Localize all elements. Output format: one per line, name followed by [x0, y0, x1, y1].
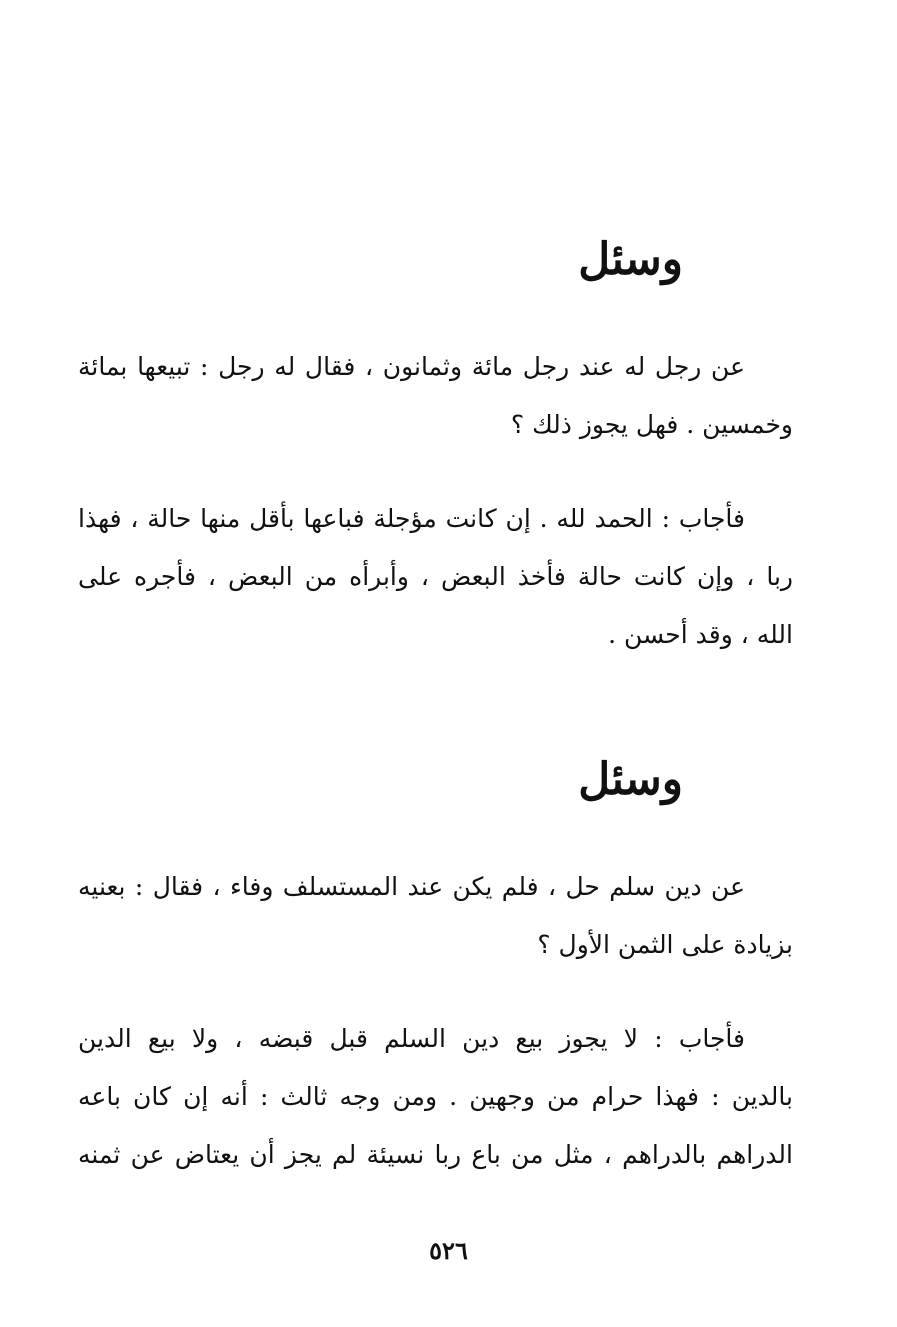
text-line: فأجاب : لا يجوز بيع دين السلم قبل قبضه ، ولا بيع الدين — [78, 1024, 745, 1053]
section-heading: وسئل — [578, 234, 683, 285]
page-number: ٥٢٦ — [429, 1236, 468, 1265]
question-paragraph — [78, 338, 793, 454]
text-line: وخمسين . فهل يجوز ذلك ؟ — [510, 410, 793, 439]
answer-paragraph — [78, 490, 793, 664]
text-line: عن دين سلم حل ، فلم يكن عند المستسلف وفاء ، فقال : بعنيه — [78, 872, 745, 901]
text-line: الله ، وقد أحسن . — [608, 620, 793, 649]
text-line: بالدين : فهذا حرام من وجهين . ومن وجه ثالث : أنه إن كان باعه — [78, 1082, 793, 1111]
text-line: الدراهم بالدراهم ، مثل من باع ربا نسيئة لم يجز أن يعتاض عن ثمنه — [78, 1140, 793, 1169]
text-line: عن رجل له عند رجل مائة وثمانون ، فقال له رجل : تبيعها بمائة — [78, 352, 745, 381]
question-paragraph — [78, 858, 793, 974]
answer-paragraph — [78, 1010, 793, 1184]
text-line: ربا ، وإن كانت حالة فأخذ البعض ، وأبرأه من البعض ، فأجره على — [78, 562, 793, 591]
text-line: بزيادة على الثمن الأول ؟ — [537, 930, 793, 959]
section-heading: وسئل — [578, 754, 683, 805]
text-line: فأجاب : الحمد لله . إن كانت مؤجلة فباعها بأقل منها حالة ، فهذا — [78, 504, 745, 533]
